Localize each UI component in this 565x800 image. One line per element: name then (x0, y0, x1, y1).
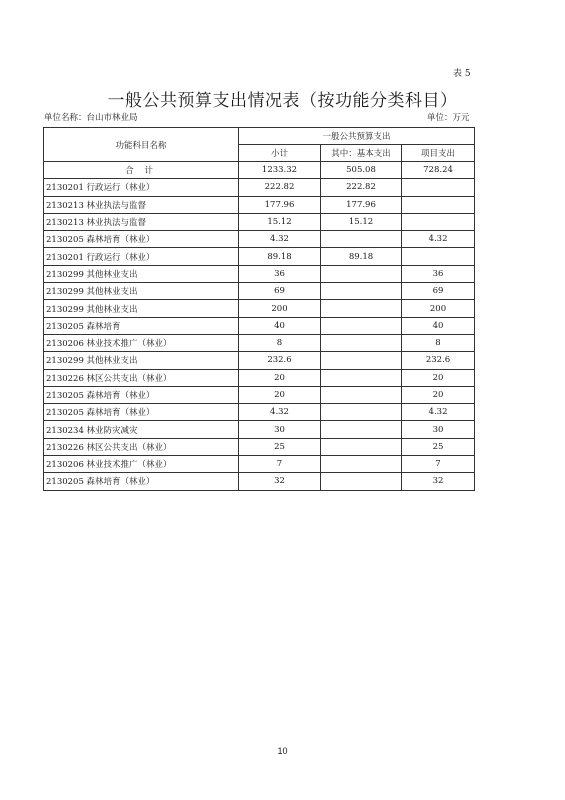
row-project (402, 196, 475, 213)
row-project: 40 (402, 317, 475, 334)
row-subtotal: 232.6 (239, 352, 321, 369)
row-basic (321, 421, 402, 438)
header-project: 项目支出 (402, 145, 475, 162)
table-row (44, 231, 475, 248)
row-basic: 222.82 (321, 179, 402, 196)
row-subtotal: 20 (239, 369, 321, 386)
row-project: 4.32 (402, 231, 475, 248)
row-name: 2130213 林业执法与监督 (44, 196, 239, 213)
row-name: 2130205 森林培育（林业） (44, 404, 239, 421)
row-project: 20 (402, 386, 475, 403)
row-subtotal: 25 (239, 438, 321, 455)
row-subtotal: 36 (239, 265, 321, 282)
row-project: 200 (402, 300, 475, 317)
row-project: 7 (402, 456, 475, 473)
row-basic (321, 438, 402, 455)
budget-table (43, 127, 475, 491)
table-row (44, 456, 475, 473)
row-subtotal: 4.32 (239, 404, 321, 421)
row-basic (321, 473, 402, 490)
row-project (402, 248, 475, 265)
total-subtotal: 1233.32 (239, 162, 321, 179)
row-subtotal: 200 (239, 300, 321, 317)
row-subtotal: 89.18 (239, 248, 321, 265)
row-project: 4.32 (402, 404, 475, 421)
row-name: 2130201 行政运行（林业） (44, 248, 239, 265)
row-basic (321, 231, 402, 248)
table-row (44, 213, 475, 230)
row-project (402, 213, 475, 230)
table-header (44, 128, 475, 162)
row-name: 2130299 其他林业支出 (44, 300, 239, 317)
row-subtotal: 15.12 (239, 213, 321, 230)
row-subtotal: 30 (239, 421, 321, 438)
row-project: 32 (402, 473, 475, 490)
row-name: 2130299 其他林业支出 (44, 352, 239, 369)
header-subtotal: 小计 (239, 145, 321, 162)
total-basic: 505.08 (321, 162, 402, 179)
row-basic: 177.96 (321, 196, 402, 213)
row-name: 2130201 行政运行（林业） (44, 179, 239, 196)
total-row (44, 162, 475, 179)
row-name: 2130299 其他林业支出 (44, 283, 239, 300)
table-row (44, 438, 475, 455)
row-basic (321, 404, 402, 421)
row-name: 2130206 林业技术推广（林业） (44, 334, 239, 351)
row-project: 20 (402, 369, 475, 386)
row-basic (321, 283, 402, 300)
row-name: 2130205 森林培育（林业） (44, 386, 239, 403)
row-basic (321, 334, 402, 351)
row-basic (321, 369, 402, 386)
row-project (402, 179, 475, 196)
row-subtotal: 32 (239, 473, 321, 490)
row-basic: 15.12 (321, 213, 402, 230)
row-basic (321, 265, 402, 282)
row-subtotal: 7 (239, 456, 321, 473)
row-basic (321, 352, 402, 369)
table-row (44, 283, 475, 300)
row-name: 2130206 林业技术推广（林业） (44, 456, 239, 473)
total-label: 合 计 (44, 162, 239, 179)
page-title: 一般公共预算支出情况表（按功能分类科目） (107, 91, 458, 111)
row-project: 25 (402, 438, 475, 455)
table-row (44, 369, 475, 386)
row-subtotal: 20 (239, 386, 321, 403)
row-name: 2130205 森林培育（林业） (44, 231, 239, 248)
table-row (44, 352, 475, 369)
row-project: 30 (402, 421, 475, 438)
row-basic (321, 456, 402, 473)
table-row (44, 265, 475, 282)
row-basic (321, 317, 402, 334)
table-row (44, 404, 475, 421)
table-row (44, 300, 475, 317)
table-row (44, 421, 475, 438)
page-number: 10 (277, 746, 288, 756)
row-project: 36 (402, 265, 475, 282)
table-row (44, 334, 475, 351)
table-row (44, 473, 475, 490)
row-subtotal: 4.32 (239, 231, 321, 248)
row-subtotal: 8 (239, 334, 321, 351)
table-row (44, 179, 475, 196)
header-budget-group: 一般公共预算支出 (239, 128, 475, 145)
total-project: 728.24 (402, 162, 475, 179)
row-name: 2130226 林区公共支出（林业） (44, 369, 239, 386)
table-row (44, 386, 475, 403)
row-name: 2130213 林业执法与监督 (44, 213, 239, 230)
row-name: 2130205 森林培育（林业） (44, 473, 239, 490)
row-name: 2130234 林业防灾减灾 (44, 421, 239, 438)
row-name: 2130205 森林培育 (44, 317, 239, 334)
row-project: 8 (402, 334, 475, 351)
table-row (44, 248, 475, 265)
row-name: 2130226 林区公共支出（林业） (44, 438, 239, 455)
table-row (44, 196, 475, 213)
row-name: 2130299 其他林业支出 (44, 265, 239, 282)
table-number: 表 5 (453, 69, 471, 79)
row-subtotal: 69 (239, 283, 321, 300)
unit-name-label: 单位名称：台山市林业局 (44, 113, 138, 123)
row-subtotal: 177.96 (239, 196, 321, 213)
currency-unit-label: 单位：万元 (427, 113, 470, 123)
row-basic (321, 300, 402, 317)
row-basic: 89.18 (321, 248, 402, 265)
row-basic (321, 386, 402, 403)
row-project: 232.6 (402, 352, 475, 369)
table-row (44, 317, 475, 334)
row-subtotal: 40 (239, 317, 321, 334)
row-subtotal: 222.82 (239, 179, 321, 196)
row-project: 69 (402, 283, 475, 300)
header-function-name: 功能科目名称 (44, 128, 239, 162)
table-body (44, 162, 475, 491)
header-basic: 其中：基本支出 (321, 145, 402, 162)
